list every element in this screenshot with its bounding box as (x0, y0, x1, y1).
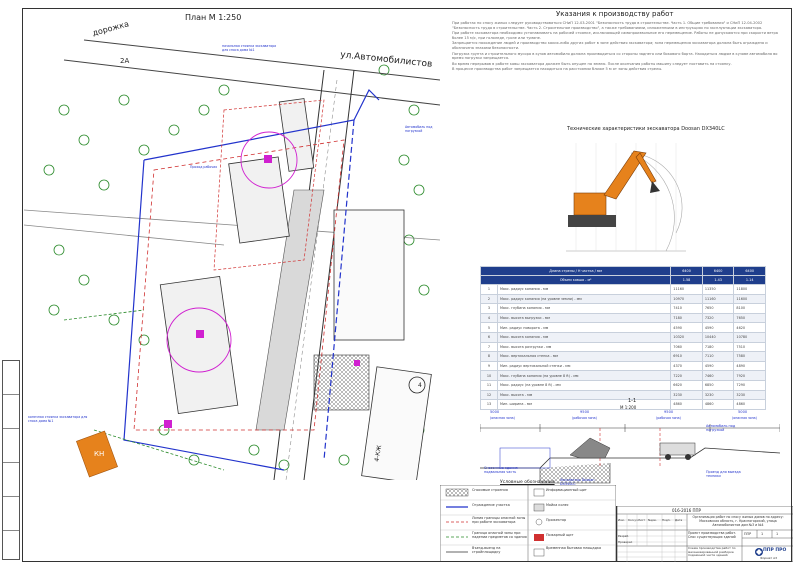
spec-cell: Макс. вертикальная стенка - мм (498, 352, 671, 362)
spec-cell: 7060 (671, 342, 703, 352)
spec-cell: 13 (481, 400, 498, 410)
spec-cell: 7290 (734, 380, 766, 390)
notes-title: Указания к производству работ (556, 10, 674, 18)
spec-cell: 11 (481, 380, 498, 390)
section-label-excavator: Экскаватор Doosan DX340LC (560, 478, 595, 486)
stamp-role: Подп. (662, 518, 671, 522)
spec-cell: 7180 (702, 342, 734, 352)
spec-cell: 4860 (734, 400, 766, 410)
spec-cell: 3230 (734, 390, 766, 400)
spec-cell: 1 (481, 285, 498, 295)
spec-cell: Макс. высота копания - мм (498, 332, 671, 342)
legend-item: Прожектор (546, 518, 567, 522)
spec-header-cell: Длина стрелы / Н частка / мм (481, 267, 671, 276)
site-plan (24, 10, 440, 480)
spec-row (481, 304, 766, 314)
spec-cell: Макс. глубина копания (на уровне 8 ft) - мм (498, 371, 671, 381)
spec-cell: Макс. высота - мм (498, 390, 671, 400)
stage-value: ППР (744, 532, 752, 536)
building-label-4kzh: 4-КЖ (373, 444, 384, 463)
spec-cell: Мин. ширина - мм (498, 400, 671, 410)
spec-cell: Макс. радиус копания (на уровне земли) - мм (498, 294, 671, 304)
spec-row (481, 332, 766, 342)
legend-box (440, 485, 616, 562)
street-name: ул.Автомобилистов (339, 50, 433, 70)
spec-header-cell: Объем ковша - м³ (481, 276, 671, 285)
plan-callout-4: конечная стоянка экскаватора для сноса дома №1 (28, 415, 88, 423)
spec-cell: 7180 (671, 313, 703, 323)
scheme-description: Схема производства работ по механизированной разборке подземной части зданий (688, 546, 736, 557)
spec-cell: 4620 (734, 323, 766, 333)
plan-callout-3: Автомобиль под погрузкой (405, 125, 433, 133)
legend-item: Временная бытовая площадка (546, 546, 602, 550)
spec-cell: 2 (481, 294, 498, 304)
spec-cell: 8100 (734, 304, 766, 314)
spec-row (481, 313, 766, 323)
kn-label: КН (94, 450, 105, 458)
spec-row (481, 294, 766, 304)
spec-row (481, 352, 766, 362)
spec-cell: Макс. глубина копания - мм (498, 304, 671, 314)
building-number-4: 4 (418, 382, 422, 389)
section-title: 1-1 (628, 398, 637, 404)
stamp-role: Проверил (618, 540, 633, 544)
legend-item: Граница опасной зоны при падении предметов со здания (472, 531, 527, 539)
spec-cell: 7510 (734, 342, 766, 352)
org-name: Организация работ по сносу жилых домов по адресу: Московская область, г. Красногорский, улица Автомобилистов дом №3 и №4 (692, 515, 784, 527)
spec-cell: 8 (481, 352, 498, 362)
spec-cell: Мин. радиус поворота - мм (498, 323, 671, 333)
spec-cell: 4890 (734, 361, 766, 371)
spec-cell: 7650 (702, 304, 734, 314)
legend-item: Въезд-выезд на стройплощадку (472, 546, 501, 554)
spec-cell: Мин. радиус вертикальной стенки - мм (498, 361, 671, 371)
section-dim-label: (рабочая зона) (572, 416, 597, 420)
spec-table (480, 266, 766, 410)
left-stamp-strip (2, 360, 20, 560)
spec-row (481, 361, 766, 371)
spec-cell: 10970 (671, 294, 703, 304)
spec-header-cell: 6400 (702, 267, 734, 276)
spec-cell: 4590 (671, 323, 703, 333)
note-paragraph: Погрузка грунта и строительного мусора в кузов автомобиля должна производиться со стороны заднего или бокового борта. Находиться людям в кузове автомобиля во время погрузки запрещается. (452, 51, 778, 61)
note-paragraph: В процессе производства работ запрещается находиться на расстоянии ближе 5 м от зоны действия стрелы. (452, 67, 663, 72)
spec-cell: 6620 (671, 380, 703, 390)
doc-code: 016-2016 ППР (672, 508, 701, 513)
excavator-diagram (556, 133, 696, 259)
spec-header-cell: 6400 (734, 267, 766, 276)
spec-header-cell: 1.14 (734, 276, 766, 285)
spec-row (481, 342, 766, 352)
section-dim-label: (опасная зона) (732, 416, 757, 420)
spec-cell: 4860 (702, 400, 734, 410)
spec-cell: 7 (481, 342, 498, 352)
spec-row (481, 371, 766, 381)
zone-label: 2А (120, 57, 130, 65)
spec-cell: 11350 (702, 285, 734, 295)
spec-cell: 4860 (671, 400, 703, 410)
sheet-format: Формат А3 (760, 556, 778, 560)
spec-cell: 3 (481, 304, 498, 314)
spec-cell: 7650 (734, 313, 766, 323)
sheet-description: Проект производства работ. Снос существующих зданий (688, 531, 737, 539)
spec-cell: 9 (481, 361, 498, 371)
section-dim: 9500 (664, 410, 674, 414)
spec-row (481, 285, 766, 295)
spec-cell: 10320 (671, 332, 703, 342)
spec-cell: 11160 (702, 294, 734, 304)
spec-row (481, 380, 766, 390)
spec-cell: 7320 (702, 313, 734, 323)
stamp-role: Дата (675, 518, 683, 522)
spec-cell: 7410 (671, 304, 703, 314)
spec-row (481, 390, 766, 400)
legend-item: Сносимые строения (472, 488, 508, 492)
tech-title: Технические характеристики экскаватора Doosan DX340LC (567, 126, 725, 132)
note-paragraph: Во время перерывов в работе ковш экскаватора должен быть опущен на землю. После окончания работы машину следует поставить на стоянку. (452, 61, 732, 66)
spec-cell: 11600 (734, 294, 766, 304)
legend-item: Пожарный щит (546, 533, 574, 537)
spec-header-cell: 1.58 (671, 276, 703, 285)
spec-cell: 11160 (671, 285, 703, 295)
section-label-left: Снесенные здания подвальная часть (484, 466, 518, 474)
stamp-role: Лист (638, 518, 646, 522)
spec-cell: 4370 (671, 361, 703, 371)
spec-table-body (481, 285, 766, 410)
spec-cell: 4590 (702, 323, 734, 333)
spec-cell: 11800 (734, 285, 766, 295)
sheet-count: 1 (776, 532, 779, 536)
section-dim-label: (опасная зона) (490, 416, 515, 420)
spec-cell: 12 (481, 390, 498, 400)
spec-header-cell: 6400 (671, 267, 703, 276)
stamp-role: Кол.уч (628, 518, 638, 522)
spec-header-cell: 1.43 (702, 276, 734, 285)
spec-cell: Макс. радиус (на уровне 8 ft) - мм (498, 380, 671, 390)
section-scale: М 1:200 (620, 405, 637, 410)
stamp-role: №док. (648, 518, 658, 522)
spec-cell: 6850 (702, 380, 734, 390)
stamp-role: Разраб. (618, 534, 629, 538)
legend-item: Ограждение участка (472, 503, 510, 507)
spec-row (481, 323, 766, 333)
notes-block (452, 21, 786, 73)
note-paragraph: Запрещается нахождение людей и производство каких-либо других работ в зоне действия экскаватора; зона перемещения экскаватора должна быть ограждена и обозначена знаками безопасности. (452, 41, 768, 50)
section-label-right: Проезд для выезда техники (706, 470, 741, 478)
spec-cell: 3230 (702, 390, 734, 400)
stamp-role: Изм. (618, 518, 625, 522)
spec-cell: Макс. высота разгрузки - мм (498, 342, 671, 352)
sheet-number: 1 (761, 532, 764, 536)
section-dim: 5000 (738, 410, 748, 414)
spec-cell: 3230 (671, 390, 703, 400)
spec-cell: 7920 (734, 371, 766, 381)
spec-cell: 5 (481, 323, 498, 333)
plan-callout-2: Проход рабочих (190, 165, 218, 169)
note-paragraph: При работах по сносу жилых следует руководствоваться СНиП 12-03-2001 "Безопасность труда в строительстве. Часть 1. Общие требования" и СНиП 12-04-2002 "Безопасность труда в строительстве. Часть 2. Строительное производство", а также требованиями, изложенными в инструкциях по эксплуатации экскаватора. (452, 21, 763, 30)
spec-cell: 4 (481, 313, 498, 323)
note-paragraph: При работе экскаватора необходимо устанавливать на рабочей стоянке, исключающей самопроизвольное его перемещение. Работы не допускаются при скорости ветра более 15 м/с, при гололеде, грозе или тумане. (452, 31, 779, 40)
spec-cell: 10 (481, 371, 498, 381)
plan-callout-1: начальная стоянка экскаватора для сноса дома №1 (222, 44, 277, 52)
spec-cell: 10440 (702, 332, 734, 342)
spec-cell: 7110 (702, 352, 734, 362)
spec-cell: 6910 (671, 352, 703, 362)
section-label-truck: Автомобиль под погрузкой (706, 424, 736, 432)
spec-cell: 7460 (702, 371, 734, 381)
spec-cell: Макс. радиус копания - мм (498, 285, 671, 295)
street-name-2: дорожка (91, 19, 130, 38)
section-dim: 5000 (490, 410, 500, 414)
plan-title: План М 1:250 (185, 13, 242, 22)
legend-item: Линия границы опасной зоны при работе экскаватора (472, 516, 526, 524)
spec-cell: 4590 (702, 361, 734, 371)
spec-cell: 7580 (734, 352, 766, 362)
spec-cell: 7220 (671, 371, 703, 381)
site-plan-drawing (24, 10, 440, 480)
spec-cell: 6 (481, 332, 498, 342)
spec-cell: 10780 (734, 332, 766, 342)
company-logo-text: ППР ПРО (763, 548, 787, 553)
section-dim: 9500 (580, 410, 590, 414)
section-dim-label: (рабочая зона) (656, 416, 681, 420)
legend-title: Условные обозначения (500, 480, 555, 485)
legend-item: Мойка колес (546, 503, 569, 507)
legend-item: Информационный щит (546, 488, 587, 492)
spec-cell: Макс. высота выгрузки - мм (498, 313, 671, 323)
